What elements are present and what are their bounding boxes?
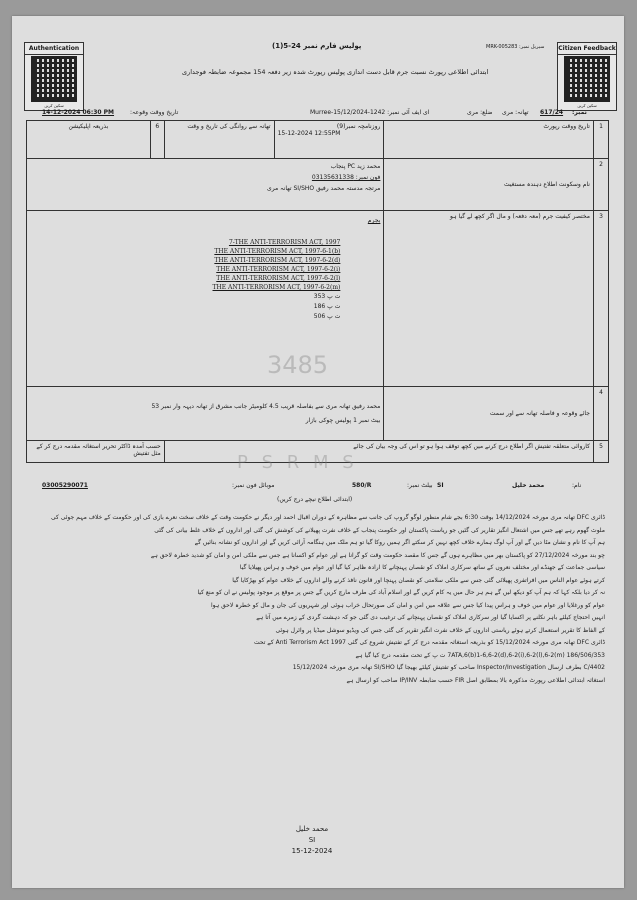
qr-scan-caption: سکین کریں bbox=[44, 103, 64, 108]
location-line: محمد رفیق تھانہ مری سے بفاصلہ قریب 4.5 کلومیٹر جانب مشرق از تھانہ دیہہ وار نمبر 53 bbox=[151, 402, 381, 410]
row-number: 2 bbox=[593, 159, 608, 211]
offence-label: مختصر کیفیت جرم (معہ دفعہ) و مال اگر کچھ لے گیا ہو bbox=[384, 211, 594, 387]
document-subtitle: ابتدائی اطلاعی رپورٹ نسبت جرم قابل دست اندازی پولیس رپورٹ شدہ زیر دفعہ 154 مجموعہ ضابطہ فوجداری bbox=[182, 68, 489, 76]
qr-code-icon[interactable] bbox=[567, 59, 607, 99]
citizen-feedback-qr-box[interactable] bbox=[557, 42, 617, 111]
ppc-item: ت پ 186 bbox=[313, 303, 341, 310]
narrative-line: C/4402 بطرف ارسال Inspector/Investigation صاحب کو تفتیش کیلئے بھیجا گیا SI/SHO تھانہ مری مورخہ 15/12/2024 bbox=[292, 664, 605, 671]
act-item: 7-THE ANTI-TERRORISM ACT, 1997 bbox=[228, 239, 341, 246]
act-item: THE ANTI-TERRORISM ACT, 1997-6-2(m) bbox=[212, 284, 341, 291]
phone-label: موبائل فون نمبر: bbox=[232, 482, 275, 489]
occurrence-datetime-label: تاریخ ووقت وقوعہ: bbox=[130, 109, 179, 116]
occurrence-datetime: 14-12-2024 06:30 PM bbox=[42, 109, 115, 116]
qr-code-icon[interactable] bbox=[34, 59, 74, 99]
location-details bbox=[27, 387, 384, 441]
act-item: THE ANTI-TERRORISM ACT, 1997-6-1(b) bbox=[214, 248, 341, 255]
officer-phone: 03005290071 bbox=[42, 482, 88, 489]
police-station: تھانہ: مری bbox=[502, 109, 529, 116]
fir-narrative bbox=[30, 512, 605, 687]
action-label: کاروائی متعلقہ تفتیش اگر اطلاع درج کرنے میں کچھ توقف ہوا ہو تو اس کی وجہ بیان کی جائے bbox=[164, 441, 593, 463]
authentication-label: Authentication bbox=[25, 43, 83, 55]
table-row bbox=[27, 121, 609, 159]
informant-details bbox=[27, 159, 384, 211]
table-row bbox=[27, 387, 609, 441]
informant-station: مرتجہ مدستہ محمد رفیق SI/SHO تھانہ مری bbox=[267, 185, 381, 192]
act-item: THE ANTI-TERRORISM ACT, 1997-6-2(l) bbox=[216, 275, 341, 282]
district: ضلع: مری bbox=[467, 109, 493, 116]
narrative-line: ڈائری DFC تھانہ مری مورخہ 14/12/2024 بوقت 6:30 بجے شام منظور لوگو گروپ کی جانب سے مظاہرہ کے دوران اقبال احمد اور دیگر نے حکومت وقت کے خلاف سخت نعرے بازی کی اور حکومت کے خلاف مہم جوئی کی bbox=[50, 514, 605, 521]
row-number: 3 bbox=[593, 211, 608, 387]
row-number: 1 bbox=[593, 121, 608, 159]
ppc-item: ت پ 353 bbox=[313, 293, 341, 300]
fir-details-table bbox=[26, 120, 609, 463]
report-datetime: 15-12-2024 12:55PM bbox=[277, 130, 341, 137]
narrative-line: ملوث گھوم رہے تھے جس میں اشتعال انگیز تقاریر کی گئیں جو ریاست پاکستان اور حکومت پنجاب کے خلاف نفرت پھیلانے کی کوشش کی گئی اور اداروں کے خلاف غلط بیانی کی گئی bbox=[154, 526, 605, 534]
departure-label: تھانہ سے روانگی کی تاریخ و وقت bbox=[164, 121, 274, 159]
acts-list bbox=[30, 238, 380, 292]
narrative-line: انہیں احتجاج کیلئے باہر نکلنے پر اکسایا گیا اور سرکاری املاک کو نقصان پہنچانے کی ترغیب دی گئی جو کہ دہشت گردی کے زمرے میں آتا ہے bbox=[256, 614, 605, 621]
footer-rank: SI bbox=[308, 836, 316, 844]
form-number: پولیس فارم نمبر 24-5(1) bbox=[272, 42, 362, 50]
belt-number: 580/R bbox=[352, 482, 372, 489]
watermark-number: 3485 bbox=[267, 351, 329, 379]
officer-name-label: نام: bbox=[572, 482, 582, 489]
row-number: 6 bbox=[150, 121, 164, 159]
row-number: 4 bbox=[593, 387, 608, 441]
serial-number: MRK-005283 :سیریل نمبر bbox=[486, 44, 545, 50]
narrative-line: ہم آپ کا نام و نشان مٹا دیں گے اور آپ لوگ ہمارے خلاف کچھ نہیں کر سکتے اگر ہمیں روکا گیا تو ہم ملک میں ہنگامہ آرائی کریں گے اور اداروں کو نشانہ بنائیں گے bbox=[194, 539, 605, 546]
offence-heading: بجرم bbox=[367, 217, 381, 224]
narrative-line: سیاسی جماعت کے جھنڈے اور مختلف نعروں کے ساتھ سرکاری املاک کو نقصان پہنچانے کا ارادہ ظاہر کیا گیا اور عوام میں خوف و ہراس پھیلایا گیا bbox=[239, 564, 605, 571]
narrative-line: چو بند مورخہ 27/12/2024 کو پاکستان بھر میں مظاہرے ہوں گے جس کا مقصد حکومت وقت کو گرانا ہے اور عوام کو اکسانا ہے جس سے ملکی امن و امان کو شدید خطرہ لاحق ہے bbox=[150, 551, 605, 559]
action-value: حسب آمدہ ڈاکٹر تحریر استغاثہ مقدمہ درج کر کے مثل تفتیش bbox=[27, 441, 165, 463]
narrative-line: استغاثہ ابتدائی اطلاعی رپورٹ مذکورہ بالا بمطابق اصل FIR حسب ضابطہ IP/INV صاحب کو ارسال ہے bbox=[346, 676, 605, 684]
footer-name: محمد خلیل bbox=[295, 825, 329, 833]
ppc-list bbox=[30, 292, 380, 322]
beat-line: بیٹ نمبر 1 پولیس چوکی بازار bbox=[305, 416, 381, 424]
belt-label: بیلٹ نمبر: bbox=[407, 482, 433, 489]
narrative-line: 7ATA,6(b)1-6,6-2(d),6-2(i),6-2(l),6-2(m) 186/506/353 ت پ کے تحت مقدمہ درج کیا گیا ہے bbox=[355, 651, 605, 659]
table-row bbox=[27, 159, 609, 211]
narrative-line: عوام کو ورغلایا اور عوام میں خوف و ہراس پیدا کیا جس سے علاقہ میں امن و امان کی صورتحال خراب ہوئی اور شہریوں کی جان و مال کو خطرہ لاحق ہوا bbox=[210, 601, 605, 609]
officer-rank: SI bbox=[437, 482, 444, 489]
informant-name: محمد زید PC پنجاب bbox=[330, 163, 381, 170]
narrative-line: نہ کر دیا بلکہ کہا کہ ہم آپ کو دیکھ لیں گے ہم ہر حال میں یہ کام کریں گے اور اسلام آباد کی طرف مارچ کریں گے جس پر موقع پر موجود پولیس نے ان کو منع کیا bbox=[197, 589, 605, 596]
row-number: 5 bbox=[593, 441, 608, 463]
officer-name: محمد خلیل bbox=[512, 482, 545, 489]
qr-scan-caption: سکین کریں bbox=[577, 103, 597, 108]
citizen-feedback-label: Citizen Feedback bbox=[558, 43, 616, 55]
watermark-psrms: P S R M S bbox=[237, 452, 358, 473]
report-datetime-label: تاریخ ووقت رپورٹ bbox=[384, 121, 594, 159]
authentication-qr-box[interactable] bbox=[24, 42, 84, 111]
footer-date: 15-12-2024 bbox=[291, 847, 333, 855]
report-datetime-value bbox=[274, 121, 384, 159]
departure-value: بذریعہ اپلیکیشن bbox=[27, 121, 151, 159]
fir-document bbox=[12, 16, 624, 888]
efir-reference: Murree-15/12/2024-1242 :ای ایف آئی نمبر bbox=[310, 109, 430, 116]
narrative-heading: (ابتدائی اطلاع نیچے درج کریں) bbox=[277, 496, 353, 503]
ppc-item: ت پ 506 bbox=[313, 313, 341, 320]
footer-signature bbox=[262, 824, 362, 857]
diary-number: روزنامچہ نمبر(9) bbox=[336, 123, 381, 130]
location-label: جائے وقوعہ و فاصلہ تھانہ سے اور سمت bbox=[384, 387, 594, 441]
narrative-line: ڈائری DFC تھانہ مری مورخہ 15/12/2024 کو بذریعہ استغاثہ مقدمہ درج کر کے تفتیش شروع کی گئی Anti Terrorism Act 1997 کے تحت bbox=[253, 639, 605, 646]
narrative-line: کے الفاظ کا تقریر استعمال کرتے ہوئے ریاستی اداروں کے خلاف نفرت انگیز تقریر کی گئی جس کی ویڈیو سوشل میڈیا پر وائرل ہوئی bbox=[275, 626, 605, 634]
narrative-line: کرتے ہوئے عوام الناس میں افراتفری پھیلائی گئی جس سے ملکی سلامتی کو نقصان پہنچا اور قانون نافذ کرنے والے اداروں کے خلاف عوام کو بھڑکایا گیا bbox=[232, 576, 605, 584]
act-item: THE ANTI-TERRORISM ACT, 1997-6-2(i) bbox=[216, 266, 341, 273]
offence-details bbox=[27, 211, 384, 387]
informant-label: نام وسکونت اطلاع دہندہ مستغیث bbox=[384, 159, 594, 211]
fir-label: نمبر: bbox=[572, 109, 587, 116]
fir-number: 617/24 bbox=[540, 109, 564, 116]
informant-phone: فون نمبر: 03135631338 bbox=[311, 174, 381, 181]
act-item: THE ANTI-TERRORISM ACT, 1997-6-2(d) bbox=[214, 257, 341, 264]
